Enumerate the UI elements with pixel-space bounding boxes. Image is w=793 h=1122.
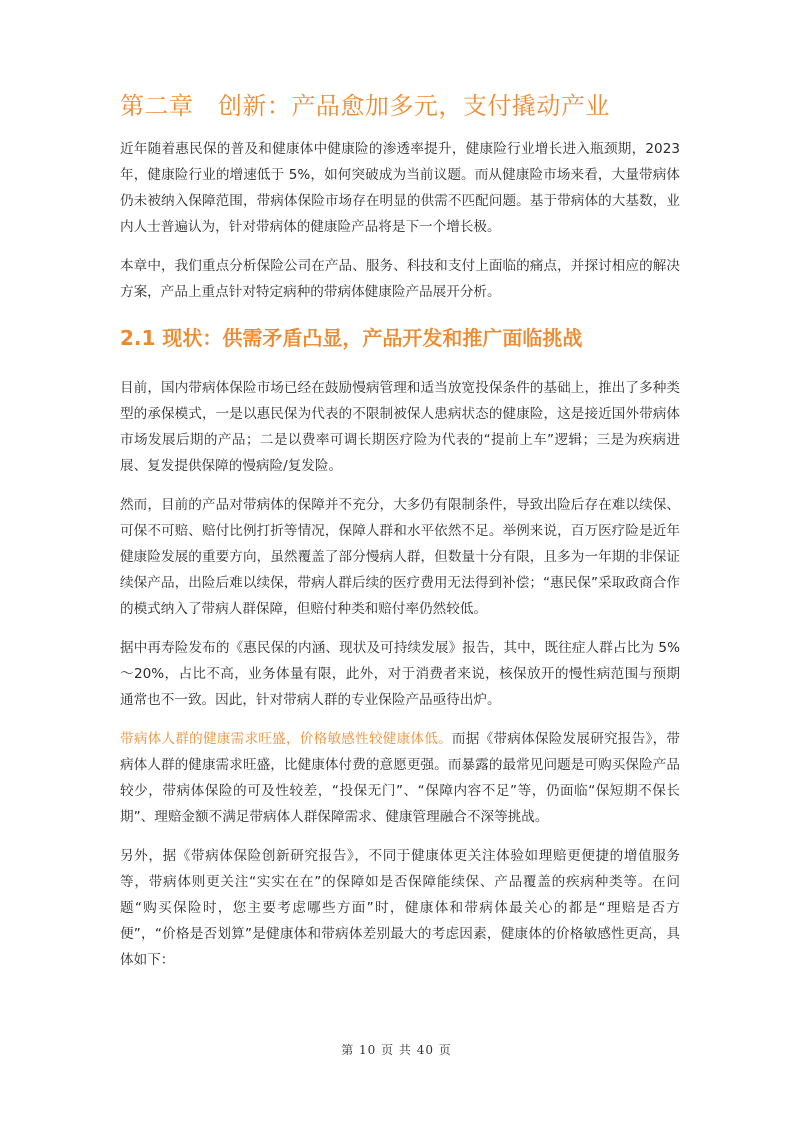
page-content — [120, 88, 680, 986]
chapter-title: 第二章 创新：产品愈加多元，支付撬动产业 — [120, 92, 610, 120]
section-paragraph-2: 然而，目前的产品对带病体的保障并不充分，大多仍有限制条件，导致出险后存在难以续保、可保不可赔、赔付比例打折等情况，保障人群和水平依然不足。举例来说，百万医疗险是近年健康险发展的重要方向，虽然覆盖了部分慢病人群，但数量十分有限，且多为一年期的非保证续保产品，出险后难以续保，带病人群后续的医疗费用无法得到补偿；“惠民保”采取政商合作的模式纳入了带病人群保障，但赔付种类和赔付率仍然较低。 — [120, 497, 680, 617]
section-title: 2.1 现状：供需矛盾凸显，产品开发和推广面临挑战 — [120, 326, 583, 350]
intro-paragraph-1: 近年随着惠民保的普及和健康体中健康险的渗透率提升，健康险行业增长进入瓶颈期，2023 年，健康险行业的增速低于 5%，如何突破成为当前议题。而从健康险市场来看，大量带病体仍未被纳入保障范围，带病体保险市场存在明显的供需不匹配问题。基于带病体的大基数，业内人士普遍认为，针对带病体的健康险产品将是下一个增长极。 — [120, 141, 680, 235]
section-paragraph-1: 目前，国内带病体保险市场已经在鼓励慢病管理和适当放宽投保条件的基础上，推出了多种类型的承保模式，一是以惠民保为代表的不限制被保人患病状态的健康险，这是接近国外带病体市场发展后期的产品；二是以费率可调长期医疗险为代表的“提前上车”逻辑；三是为疾病进展、复发提供保障的慢病险/复发险。 — [120, 380, 680, 474]
paragraph-4-rest: 而据《带病体保险发展研究报告》，带病体人群的健康需求旺盛，比健康体付费的意愿更强。而暴露的最常见问题是可购买保险产品较少，带病体保险的可及性较差，“投保无门”、“保障内容不足”等，仍面临“保短期不保长期”、理赔金额不满足带病体人群保障需求、健康管理融合不深等挑战。 — [120, 731, 680, 825]
section-paragraph-4 — [120, 726, 680, 830]
intro-paragraph-2: 本章中，我们重点分析保险公司在产品、服务、科技和支付上面临的痛点，并探讨相应的解决方案，产品上重点针对特定病种的带病体健康险产品展开分析。 — [120, 258, 680, 300]
highlighted-sentence: 带病体人群的健康需求旺盛，价格敏感性较健康体低。 — [120, 731, 452, 747]
section-paragraph-3: 据中再寿险发布的《惠民保的内涵、现状及可持续发展》报告，其中，既往症人群占比为 5%～20%，占比不高，业务体量有限，此外，对于消费者来说，核保放开的慢性病范围与预期通常也不一致。因此，针对带病人群的专业保险产品亟待出炉。 — [120, 640, 680, 708]
section-paragraph-5: 另外，据《带病体保险创新研究报告》，不同于健康体更关注体验如理赔更便捷的增值服务等，带病体则更关注“实实在在”的保障如是否保障能续保、产品覆盖的疾病种类等。在问题“购买保险时，您主要考虑哪些方面”时，健康体和带病体最关心的都是“理赔是否方便”，“价格是否划算”是健康体和带病体差别最大的考虑因素，健康体的价格敏感性更高，具体如下： — [120, 848, 680, 968]
page-number: 第 10 页 共 40 页 — [341, 1043, 452, 1057]
